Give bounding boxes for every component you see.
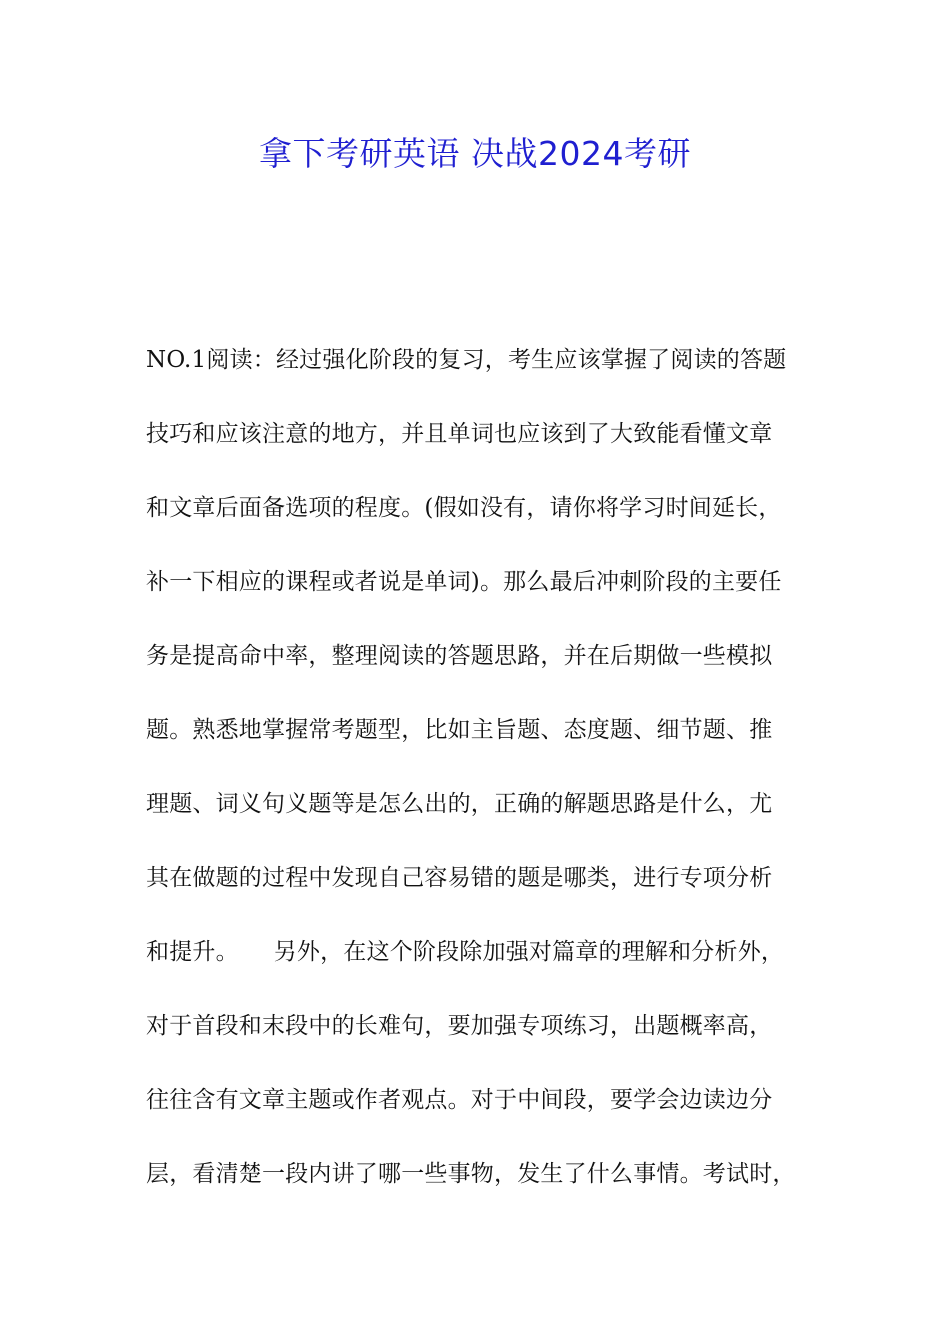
document-title: 拿下考研英语 决战2024考研 [259,134,691,173]
body-line: 理题、词义句义题等是怎么出的，正确的解题思路是什么，尤 [146,791,773,817]
body-line: 和提升。 另外，在这个阶段除加强对篇章的理解和分析外， [146,939,785,965]
body-line: 往往含有文章主题或作者观点。对于中间段，要学会边读边分 [146,1087,773,1113]
body-line: 题。熟悉地掌握常考题型，比如主旨题、态度题、细节题、推 [146,717,773,743]
body-line: 技巧和应该注意的地方，并且单词也应该到了大致能看懂文章 [146,421,773,447]
body-line: 补一下相应的课程或者说是单词)。那么最后冲刺阶段的主要任 [146,569,782,595]
body-line: 层，看清楚一段内讲了哪一些事物，发生了什么事情。考试时， [146,1161,796,1187]
document-body [146,340,816,1228]
body-line: 对于首段和末段中的长难句，要加强专项练习，出题概率高， [146,1013,773,1039]
body-line: 和文章后面备选项的程度。(假如没有，请你将学习时间延长， [146,495,782,521]
body-line: 务是提高命中率，整理阅读的答题思路，并在后期做一些模拟 [146,643,773,669]
body-line: NO.1阅读：经过强化阶段的复习，考生应该掌握了阅读的答题 [146,347,787,373]
body-line: 其在做题的过程中发现自己容易错的题是哪类，进行专项分析 [146,865,773,891]
